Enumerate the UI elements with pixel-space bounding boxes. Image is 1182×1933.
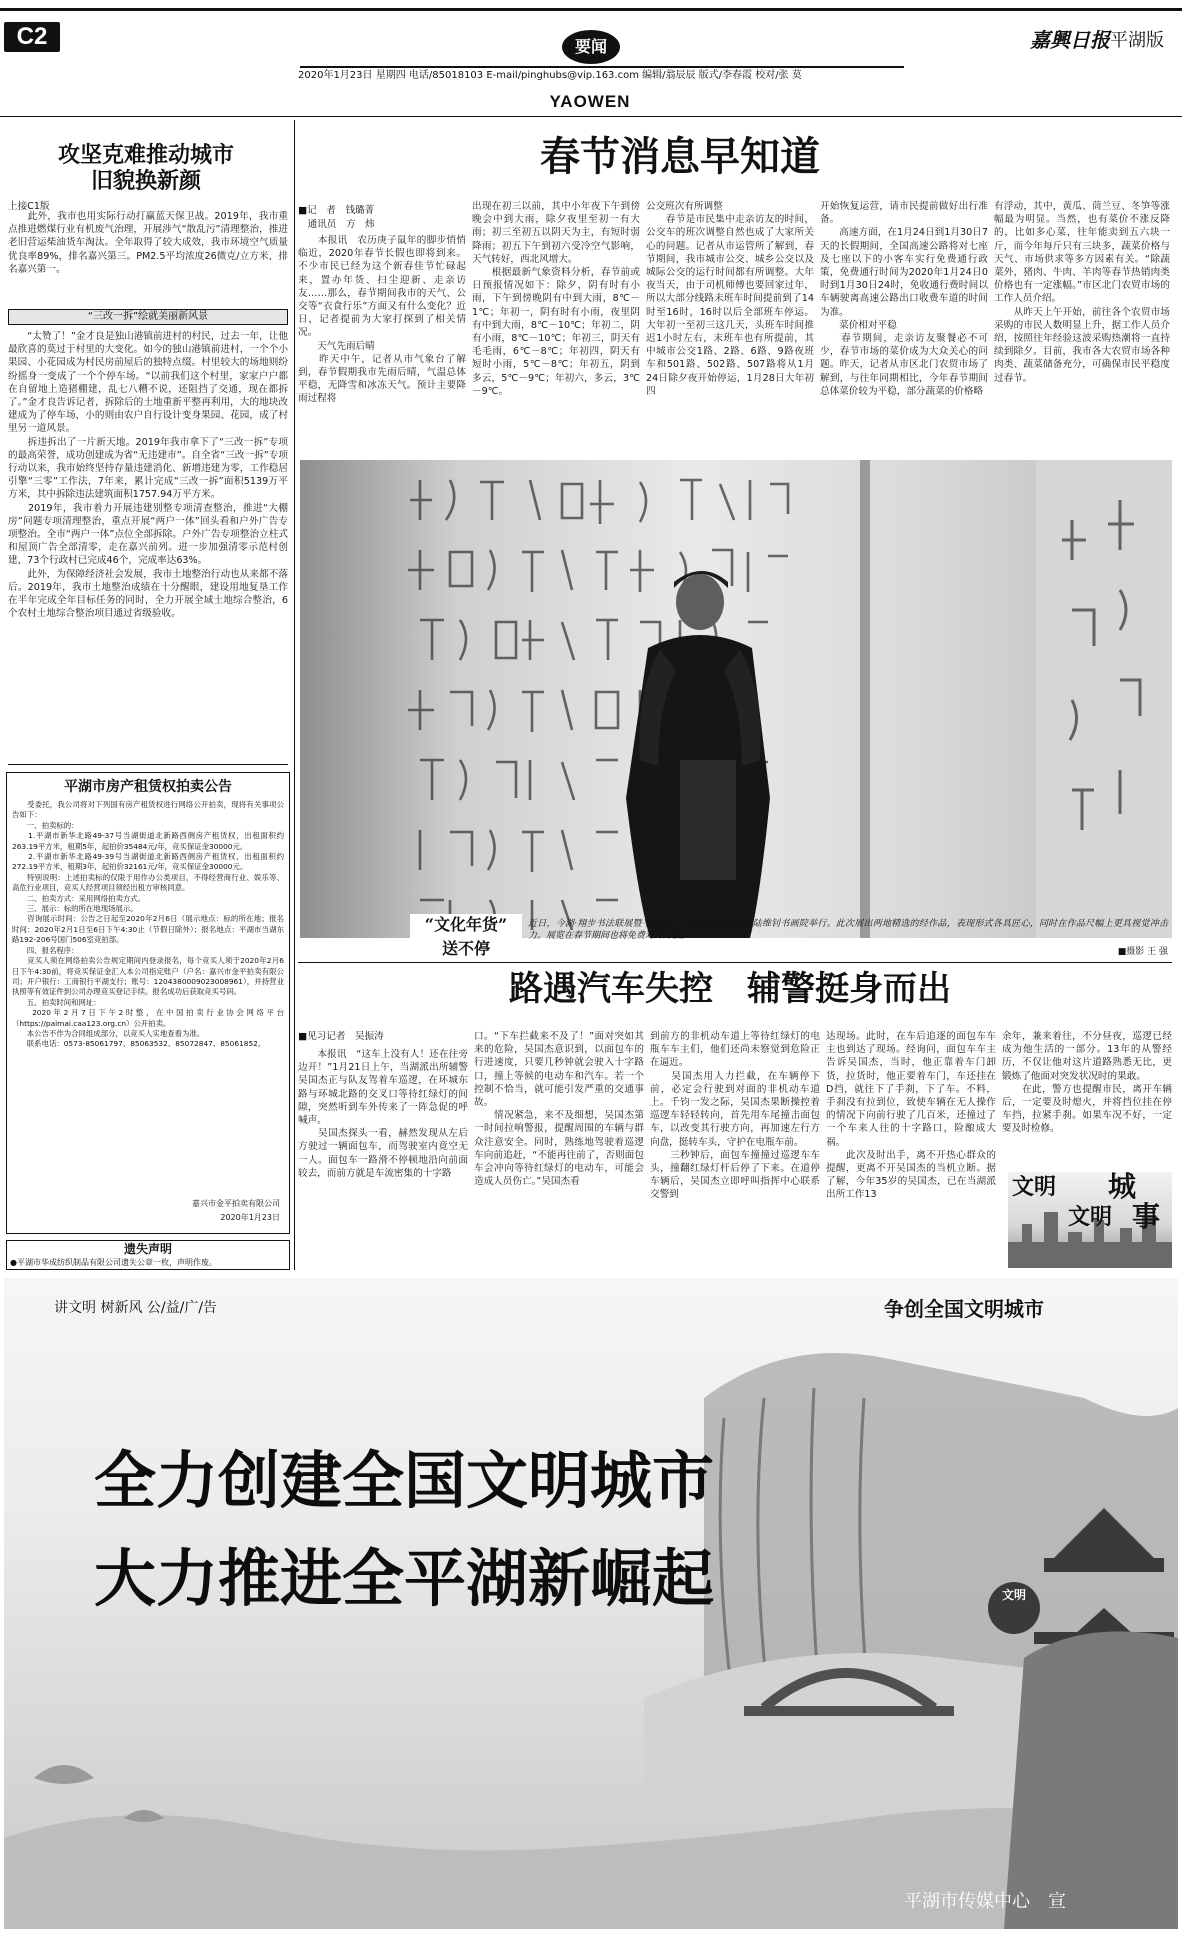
section-emblem-text: 要闻 (574, 37, 607, 56)
car-col-5: 余年，兼来着往，不分昼夜，巡逻已经成为他生活的一部分。13年的从警经历，不仅让他对这片道路熟悉无比，更锻炼了他面对突发状况时的果敢。 在此，警方也提醒市民，离开车辆后，一定要及时熄火，并将挡位挂在停车挡，拉紧手刹。如果车况不好，一定要及时检修。 (1002, 1031, 1172, 1135)
ad-birds (34, 1765, 164, 1822)
masthead-bottom-rule (0, 116, 1182, 117)
spring-col-4: 开始恢复运营，请市民提前做好出行准备。 高速方面，在1月24日到1月30日7天的长假期间，全国高速公路将对七座及七座以下的小客车实行免费通行政策，免费通行时间为2020年1月24日0时到1月30日24时，免收通行费时间以车辆驶离高速公路出口收费车道的时间为准。 菜价相对平稳 春节期间，走亲访友聚餐必不可少，春节市场的菜价成为大众关心的问题。昨天，记者从市区北门农贸市场了解到，与往年同期相比，今年春节期间总体菜价较为平稳，部分蔬菜的价格略 (820, 201, 988, 397)
car-col-4: 达现场。此时，在车后追逐的面包车车主也到达了现场。经询问，面包车车主告诉吴国杰，当时，他正靠着车门卸货，拉货时，他正要着车门，车还挂在D挡，就往下了手刹，下了车。不料，手刹没有拉到位，致使车辆在无人操作的情况下向前行驶了几百米，还撞过了一个车来人往的十字路口，险酿成大祸。 此次及时出手，离不开热心群众的提醒，更离不开吴国杰的当机立断。据了解，今年35岁的吴国杰，已在当湖派出所工作13 (826, 1031, 996, 1201)
car-byline: ■见习记者 吴振涛 (298, 1031, 384, 1042)
visitor-figure (626, 571, 770, 938)
car-headline: 路遇汽车失控 辅警挺身而出 (509, 969, 951, 1009)
section-en: YAOWEN (549, 92, 631, 111)
car-col-2: 口。“下车拦截来不及了！”面对突如其来的危险，吴国杰意识到，以面包车的行进速度，只要几秒钟就会驶入十字路口，撞上等候的电动车和汽车。若一个控制不恰当，就可能引发严重的交通事故。 情况紧急，来不及细想，吴国杰第一时间拉响警报，提醒周围的车辆与群众注意安全。同时，熟练地驾驶着巡逻车向前追赶，“不能再往前了，否则面包车会冲向等待红绿灯的电动车，可能会造成人员伤亡。”吴国杰看 (474, 1031, 644, 1188)
ad-top-left: 讲文明 树新风 公/益/广/告 (54, 1300, 218, 1316)
psa-ad (4, 1278, 1178, 1929)
photo-pillar (860, 460, 870, 938)
lost-title: 遗失声明 (123, 1242, 172, 1256)
logo-text-1: 文明 (1012, 1174, 1057, 1200)
exhibition-photo (300, 460, 1172, 938)
spring-byline-1: ■记 者 钱璐菁 (298, 205, 375, 216)
left-divider (8, 764, 288, 765)
left-headline-1: 攻坚克难推动城市 (57, 142, 234, 168)
photo-wall-panel (1036, 460, 1172, 938)
civilization-logo (1008, 1172, 1172, 1268)
logo-text-4: 事 (1132, 1200, 1161, 1233)
left-vertical-rule (294, 120, 295, 1270)
spring-headline: 春节消息早知道 (540, 133, 820, 180)
spring-col-5: 有浮动，其中，黄瓜、茼兰豆、冬笋等涨幅最为明显。当然，也有菜价不涨反降的，比如多心菜，往年能卖到五六块一斤，而今年每斤只有三块多，蔬菜价格与天气、市场供求等多方因素有关。“除蔬菜外，猪肉、牛肉、羊肉等春节热销肉类价格也有一定涨幅。”市区北门农贸市场的工作人员介绍。 从昨天上午开始，前往各个农贸市场采购的市民人数明显上升，据工作人员介绍，按照往年经验这波采购热潮将一直持续到除夕。目前，我市各大农贸市场各种肉类、蔬菜储备充分，可确保市民平稳度过春节。 (994, 201, 1170, 384)
photo-caption: 近日，今湖·翔步书法联展暨平湖第十一届书法大展在市陆维钊书画院举行。此次展出两地精选的经作品，表现形式各具匠心，同时在作品尺幅上更具视觉冲击力。展览在春节期间也将免费对外开放。 (528, 919, 1168, 941)
page-number-text: C2 (16, 23, 48, 50)
spring-col-3: 公交班次有所调整 春节是市民集中走亲访友的时间，公交车的班次调整自然也成了大家所关心的问题。记者从市运管所了解到，春节期间，我市城市公交、城乡公交以及城际公交的运行时间都有所调整。大年夜当天，由于司机师傅也要回家过年，所以大部分线路末班车时间提前到了14时至16时，16时以后全部班车停运。大年初一至初三这几天，头班车时间推迟1小时左右，末班车也有所提前，其中城市公交1路、2路、6路、9路夜班车和501路、502路、507路将从1月24日除夕夜开始停运，1月28日大年初四 (646, 201, 814, 397)
logo-text-2: 城 (1108, 1170, 1137, 1203)
car-col-1: 本报讯 “这车上没有人！还在往旁边开！”1月21日上午，当湖派出所辅警吴国杰正与队友驾着车巡逻，在环城东路与环城北路的交叉口等待红绿灯的间隙，突然听到车外传来了一阵急促的呼喊声。 吴国杰探头一看，赫然发现从左后方驶过一辆面包车，而驾驶室内竟空无一人。面包车一路滑不停顿地沿向前面较去，而前方就是车流密集的十字路 (298, 1049, 468, 1179)
paper-name: 嘉興日报 (1030, 28, 1110, 52)
photo-label-2: 送不停 (441, 939, 490, 958)
car-col-3: 到前方的非机动车道上等待红绿灯的电瓶车车主们，他们还尚未察觉到危险正在逼近。 吴国杰用人力拦截，在车辆停下前，必定会行驶到对面的非机动车道上。千钧一发之际，吴国杰果断操控着巡逻车轻轻转向，首先用车尾撞击面包车，以改变其行驶方向，再加速左行方向盘，挺转车头，守护在电瓶车前。 三秒钟后，面包车撞撞过巡逻车车头，撞翻红绿灯杆后停了下来。在道停车辆后，吴国杰立即呼叫指挥中心联系交警到 (650, 1031, 820, 1201)
spring-byline-2: 通讯员 方 炜 (298, 219, 375, 230)
left-body-2: “太赞了！”金才良是独山港镇前进村的村民，过去一年，让他最欣喜的莫过于村里的大变化。如今的独山港镇前进村，一个个小果园、小花园成为村民房前屋后的独特点缀。村里较大的场地则纷纷摇身一变成了一个个停车场。“以前我们这个村里，家家户户都在自留地上造猪棚建，乱七八糟不说，还阻挡了交通，现在都拆了。”金才良告诉记者，拆除后的土地重新平整再利用，大的地块改建成为了停车场，小的则由农户自行设计变身果园、花园，成了村里另一道风景。 拆违拆出了一片新天地。2019年我市拿下了“三改一拆”专项的最高荣誉，成功创建成为省“无违建市”。自全省“三改一拆”专项行动以来，我市始终坚持存量违建消化、新增违建为零，工作稳居引擎“三零”工作法，7年来，累计完成“三改一拆”面积5139万平方米，其中拆除违法建筑面积1757.94万平方米。 2019年，我市着力开展违建别整专项清查整治，推进“大棚房”问题专项清理整治，重点开展“两户一体”回头看和户外广告专项整治。全市“两户一体”点位全部拆除。户外广告专项整治立柱式和屋顶广告全部清零，走在嘉兴前列。进一步加强清零示范村创建，73个行政村已完成46个，完成率达63%。 此外，为保障经济社会发展，我市土地整治行动也从来都不落后。2019年，我市土地整治成绩在十分醒眼，建设用地复垦工作在半年完成全年目标任务的同时，全力开展全域土地综合整治，6个农村土地综合整治项目通过省级验收。 (8, 331, 288, 620)
notice-body: 受委托，我公司将对下列国有房产租赁权进行网络公开拍卖，现将有关事项公告如下： 一、拍卖标的： 1.平湖市新华北路49-37号当湖街道北新路西侧房产租赁权，出租面积约263.19平方米，租期5年，起拍价35484元/年，竞买保证金30000元。 2.平湖市新华北路49-39号当湖街道北新路西侧房产租赁权，出租面积约272.19平方米，租期3年，起拍价32161元/年，竞买保证金30000元。 特别说明：上述拍卖标的仅限于用作办公类项目，不得经营商行业、娱乐等、高危行业项目，竞买人经营项目须经出租方审核同意。 二、拍卖方式：采用网络拍卖方式。 三、展示：标的所在地现场展示。 咨询展示时间：公告之日起至2020年2月6日（展示地点：标的所在地；报名时间：2020年2月1日至6日下午4:30止（节假日除外）；报名地点：平湖市当湖东路192-206号国门506室竞拍部。 四、报名程序： 竞买人须在网络拍卖公告规定期间内登录报名，每个竞买人须于2020年2月6日下午4:30前，将竞买保证金汇入本公司指定账户（户名：嘉兴市金平拍卖有限公司；开户银行：工商银行平湖支行；账号：1204380009023008961），并持营业执照等有效证件到公司办理竞买登记手续。报名成功后获取竞买号码。 五、拍卖时间和网址： 2020年2月7日下午2时整，在中国拍卖行业协会网络平台（https://paimai.caa123.org.cn）公开拍卖。 本公告不作为合同组成部分，以竞买人实地查看为准。 联系电话：0573-85061797、85063532、85072847、85061852。 (12, 800, 284, 1049)
ad-slogan-2: 大力推进全平湖新崛起 (94, 1542, 715, 1615)
photo-credit: ■摄影 王 强 (1117, 947, 1168, 957)
logo-text-3: 文明 (1068, 1204, 1113, 1230)
masthead-info: 2020年1月23日 星期四 电话/85018103 E-mail/pinghubs@vip.163.com 编辑/翁辰辰 版式/李春霞 校对/张 莫 (298, 70, 802, 81)
ad-slogan-1: 全力创建全国文明城市 (94, 1444, 715, 1517)
ad-right-trees (1004, 1631, 1178, 1929)
photo-bottom-rule (298, 962, 1172, 963)
ad-top-right: 争创全国文明城市 (884, 1297, 1044, 1321)
spring-col-1: 本报讯 农历庚子鼠年的脚步悄悄临近，2020年春节长假也即将到来。不少市民已经为这个新春佳节忙碌起来，置办年货、扫尘迎新、走亲访友……那么，春节期间我市的天气、公交等“衣食行乐”方面又有什么变化？近日，记者提前为大家打探到了相关情况。 天气先雨后晴 昨天中午，记者从市气象台了解到，春节假期我市先雨后晴，气温总体平稳，无降雪和冰冻天气。预计主要降雨过程将 (298, 235, 466, 405)
ad-seal: 文明 (1001, 1588, 1026, 1602)
ad-bridge-deck (744, 1706, 954, 1716)
photo-illustration (300, 460, 1172, 938)
spring-col-2: 出现在初三以前，其中小年夜下午到傍晚会中到大雨，除夕夜里至初一有大雨；初三至初五以阴天为主，有短时弱降雨；初五下午到初六受冷空气影响，天气转好，西北风增大。 根据最新气象资料分析，春节前或日预报情况如下：除夕，阴有时有小雨，下午到傍晚阴有中到大雨，8℃－1℃；年初一，阴有时有小雨，夜里阴有中到大雨，8℃－10℃；年初二，阴有小雨，8℃－10℃；年初三，阴天有毛毛雨，6℃－8℃；年初四，阴天有短时小雨，5℃－8℃；年初五，阴到多云，5℃－9℃；年初六，多云，3℃－9℃。 (472, 201, 640, 397)
ad-footer: 平湖市传媒中心 宣 (904, 1891, 1066, 1912)
masthead-rule (300, 66, 904, 68)
top-rule (0, 8, 1182, 11)
left-headline-2: 旧貌换新颜 (90, 168, 201, 194)
left-body-1: 此外，我市也用实际行动打赢蓝天保卫战。2019年，我市重点推进燃煤行业有机废气治理，开展涉气“散乱污”清理整治，推进老旧营运柴油货车淘汰。全年取得了较大成效，我市环境空气质量优良率89%，排名嘉兴第三。PM2.5平均浓度26微克/立方米，排名嘉兴第一。 (8, 211, 288, 275)
lost-body: ●平湖市华成纺织制品有限公司遗失公章一枚，声明作废。 (10, 1258, 217, 1267)
continued-label: 上接C1版 (8, 201, 50, 212)
edition-name: 平湖版 (1110, 30, 1164, 51)
photo-label-1: “文化年货” (424, 915, 508, 934)
notice-date: 2020年1月23日 (220, 1213, 280, 1222)
notice-signature: 嘉兴市金平拍卖有限公司 (192, 1199, 280, 1208)
left-subhead-text: “三改一拆”绘就美丽新风景 (87, 311, 209, 322)
notice-title: 平湖市房产租赁权拍卖公告 (64, 779, 232, 795)
